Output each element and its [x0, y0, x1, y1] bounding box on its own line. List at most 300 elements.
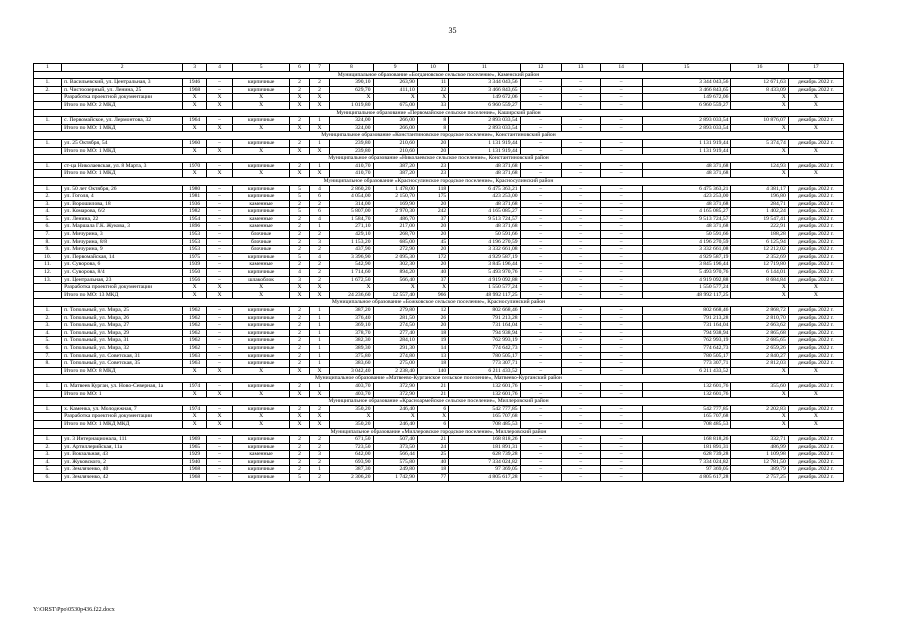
table-cell	[34, 147, 62, 155]
table-cell: –	[600, 344, 642, 352]
table-cell: декабрь 2022 г.	[788, 276, 843, 284]
table-cell: X	[207, 94, 233, 102]
table-cell: –	[600, 101, 642, 109]
table-cell: –	[520, 208, 561, 216]
table-cell: 77	[417, 474, 448, 482]
table-cell: –	[520, 436, 561, 444]
table-cell: 2	[309, 200, 330, 208]
table-cell: X	[373, 284, 417, 292]
column-number: 14	[600, 64, 642, 72]
table-cell: –	[520, 420, 561, 428]
table-cell: декабрь 2022 г.	[788, 231, 843, 239]
table-cell: 6 211 433,52	[449, 367, 520, 375]
table-cell: 387,20	[373, 162, 417, 170]
table-cell: –	[600, 390, 642, 398]
table-cell: 1 109,98	[731, 451, 788, 459]
table-cell: 4 054,00	[330, 193, 373, 201]
table-cell: –	[600, 162, 642, 170]
table-cell: 48 371,68	[642, 170, 731, 178]
table-cell: 279,80	[373, 307, 417, 315]
table-cell: 175	[417, 193, 448, 201]
table-cell: каменные	[232, 215, 289, 223]
table-row	[34, 329, 844, 337]
table-cell: 1	[309, 360, 330, 368]
table-cell: 324,00	[330, 124, 373, 132]
table-cell: 387,20	[330, 307, 373, 315]
table-cell: 2	[309, 474, 330, 482]
table-cell: 1.	[34, 162, 62, 170]
table-cell: 1	[309, 352, 330, 360]
table-cell: –	[520, 382, 561, 390]
table-cell: Итого по МО: 2 МКД	[62, 101, 183, 109]
table-cell	[34, 170, 62, 178]
table-cell: 4 805 617,28	[642, 474, 731, 482]
table-cell: 575,80	[373, 458, 417, 466]
table-cell: 2	[290, 360, 309, 368]
table-cell: 566,40	[373, 276, 417, 284]
table-cell: 2 893 033,54	[449, 117, 520, 125]
section-title-row	[34, 132, 844, 140]
table-cell: X	[183, 101, 207, 109]
table-cell: –	[561, 276, 600, 284]
table-cell: X	[183, 420, 207, 428]
table-cell: X	[232, 147, 289, 155]
table-cell: 48 371,68	[449, 162, 520, 170]
table-cell: п. Матвеев Курган, ул. Ново-Северная, 1а	[62, 382, 183, 390]
table-cell: Итого по МО: 13 МКД	[62, 291, 183, 299]
table-cell: 2.	[34, 86, 62, 94]
table-cell: X	[731, 413, 788, 421]
table-cell	[34, 390, 62, 398]
table-cell: 6 144,01	[731, 269, 788, 277]
table-cell: –	[520, 291, 561, 299]
table-cell: 1954	[183, 215, 207, 223]
table-cell: 2	[290, 238, 309, 246]
table-cell: п. Топольный, ул. Мира, 31	[62, 337, 183, 345]
table-cell: 20	[417, 200, 448, 208]
table-row	[34, 261, 844, 269]
table-cell: –	[561, 344, 600, 352]
table-cell: 542,90	[330, 261, 373, 269]
table-cell: –	[207, 276, 233, 284]
table-cell: кирпичные	[232, 139, 289, 147]
table-cell: кирпичные	[232, 360, 289, 368]
table-cell: –	[520, 329, 561, 337]
table-cell: X	[232, 390, 289, 398]
table-cell: X	[330, 413, 373, 421]
table-cell: 26	[417, 314, 448, 322]
table-cell: 2	[290, 86, 309, 94]
table-cell: 239,80	[330, 139, 373, 147]
table-cell: 11	[417, 79, 448, 87]
table-cell: 708 485,53	[642, 420, 731, 428]
table-cell: X	[309, 147, 330, 155]
table-cell: Итого по МО: 8 МКД	[62, 367, 183, 375]
table-cell: декабрь 2022 г.	[788, 322, 843, 330]
table-cell: 2 893 033,54	[642, 117, 731, 125]
table-row	[34, 405, 844, 413]
table-cell: 762 993,19	[642, 337, 731, 345]
table-cell: 132 601,76	[642, 382, 731, 390]
table-cell: кирпичные	[232, 193, 289, 201]
table-cell: –	[600, 185, 642, 193]
table-cell: декабрь 2022 г.	[788, 246, 843, 254]
table-cell: X	[183, 124, 207, 132]
table-cell: –	[561, 436, 600, 444]
table-cell: 372,90	[373, 382, 417, 390]
table-cell: –	[207, 200, 233, 208]
table-cell: 1	[309, 307, 330, 315]
table-cell: 8.	[34, 238, 62, 246]
table-cell: ул. Мичурина, 9	[62, 246, 183, 254]
table-cell: X	[309, 390, 330, 398]
table-cell: 628 739,28	[642, 451, 731, 459]
table-cell: 222,91	[731, 223, 788, 231]
table-cell: –	[207, 231, 233, 239]
table-cell: 507,40	[373, 436, 417, 444]
table-cell: Разработка проектной документации	[62, 413, 183, 421]
table-cell: 369,10	[330, 322, 373, 330]
table-cell: 1	[309, 117, 330, 125]
table-cell: 8 684,84	[731, 276, 788, 284]
table-cell: 2	[290, 451, 309, 459]
table-cell: –	[520, 117, 561, 125]
table-row	[34, 474, 844, 482]
table-cell: 4 919 092,88	[642, 276, 731, 284]
section-title-row	[34, 155, 844, 163]
table-cell: X	[731, 284, 788, 292]
table-cell: 1 714,60	[330, 269, 373, 277]
table-cell: 708 485,53	[449, 420, 520, 428]
table-cell: –	[207, 246, 233, 254]
table-cell: X	[207, 284, 233, 292]
table-cell: 118	[417, 185, 448, 193]
table-cell: –	[600, 200, 642, 208]
section-title: Муниципальное образование «Миллеровское городское поселение», Миллеровский район	[34, 428, 844, 436]
table-cell: –	[520, 147, 561, 155]
table-cell: 894,20	[373, 269, 417, 277]
table-row	[34, 276, 844, 284]
table-cell: 1.	[34, 79, 62, 87]
table-cell: –	[207, 307, 233, 315]
table-row	[34, 322, 844, 330]
table-cell: декабрь 2022 г.	[788, 352, 843, 360]
table-cell: –	[207, 352, 233, 360]
table-cell: Итого по МО: 1 МКД МКД	[62, 420, 183, 428]
table-cell: 1	[309, 314, 330, 322]
table-cell: –	[520, 193, 561, 201]
table-cell: 7.	[34, 231, 62, 239]
table-cell: –	[207, 253, 233, 261]
table-cell: –	[561, 360, 600, 368]
table-cell: х. Каменка, ул. Молодежная, 7	[62, 405, 183, 413]
table-cell: X	[290, 284, 309, 292]
table-cell: X	[232, 413, 289, 421]
table-cell: декабрь 2022 г.	[788, 139, 843, 147]
table-cell: –	[561, 420, 600, 428]
table-cell: 1974	[183, 382, 207, 390]
table-cell: X	[788, 284, 843, 292]
table-cell: –	[207, 329, 233, 337]
table-cell: X	[207, 170, 233, 178]
table-cell: –	[207, 382, 233, 390]
table-cell: –	[561, 329, 600, 337]
table-cell: 1929	[183, 451, 207, 459]
table-cell: –	[207, 162, 233, 170]
table-cell: 2.	[34, 314, 62, 322]
table-cell: 1 131 919,44	[642, 147, 731, 155]
table-cell: –	[600, 193, 642, 201]
table-cell: кирпичные	[232, 314, 289, 322]
column-number: 7	[309, 64, 330, 72]
table-cell: 23	[417, 162, 448, 170]
column-number: 6	[290, 64, 309, 72]
table-cell: X	[731, 291, 788, 299]
table-cell: 794 938,94	[642, 329, 731, 337]
table-cell: 1982	[183, 208, 207, 216]
table-cell: 10 876,07	[731, 117, 788, 125]
table-cell: –	[600, 139, 642, 147]
table-cell: ул. 25 Октября, 54	[62, 139, 183, 147]
table-cell: X	[183, 170, 207, 178]
table-cell: –	[600, 261, 642, 269]
table-cell: кирпичные	[232, 382, 289, 390]
table-cell: 486,99	[731, 443, 788, 451]
table-cell: декабрь 2022 г.	[788, 208, 843, 216]
table-cell: X	[232, 101, 289, 109]
table-cell: –	[520, 124, 561, 132]
table-cell	[34, 101, 62, 109]
table-cell: 2	[290, 436, 309, 444]
table-cell: 324,00	[330, 117, 373, 125]
table-cell: 6.	[34, 474, 62, 482]
table-cell: X	[788, 124, 843, 132]
table-cell: декабрь 2022 г.	[788, 329, 843, 337]
table-cell: 274,80	[373, 352, 417, 360]
table-cell: декабрь 2022 г.	[788, 261, 843, 269]
table-cell: 246,40	[373, 405, 417, 413]
table-cell: 284,10	[373, 337, 417, 345]
table-cell: –	[600, 231, 642, 239]
table-cell: 4 196 270,59	[449, 238, 520, 246]
table-cell: кирпичные	[232, 117, 289, 125]
table-cell: 275,00	[373, 360, 417, 368]
table-cell: 2	[290, 215, 309, 223]
table-cell: –	[520, 185, 561, 193]
table-cell: 2	[290, 337, 309, 345]
table-cell: 4 196 270,59	[642, 238, 731, 246]
table-cell: 629,70	[330, 86, 373, 94]
table-cell: 21	[417, 390, 448, 398]
table-cell: 4 165 085,27	[449, 208, 520, 216]
table-cell: декабрь 2022 г.	[788, 215, 843, 223]
table-cell: 429,10	[330, 231, 373, 239]
table-cell: п. Топольный, ул. Мира, 27	[62, 322, 183, 330]
table-cell: 3 396,90	[330, 253, 373, 261]
section-title-row	[34, 428, 844, 436]
table-cell: декабрь 2022 г.	[788, 443, 843, 451]
table-cell: 48 992 117,25	[449, 291, 520, 299]
table-cell: 2	[290, 329, 309, 337]
table-cell: 1980	[183, 185, 207, 193]
table-row	[34, 101, 844, 109]
table-cell: –	[600, 443, 642, 451]
table-cell: каменные	[232, 451, 289, 459]
table-cell: –	[207, 337, 233, 345]
table-cell: 372,90	[373, 390, 417, 398]
table-cell: 12.	[34, 269, 62, 277]
table-cell: ул. 50 лет Октября, 26	[62, 185, 183, 193]
table-cell: 1.	[34, 139, 62, 147]
table-cell: блочные	[232, 231, 289, 239]
table-cell: 239,80	[330, 147, 373, 155]
table-row	[34, 79, 844, 87]
table-cell: –	[561, 253, 600, 261]
table-cell: 1 131 919,44	[449, 147, 520, 155]
table-cell: декабрь 2022 г.	[788, 458, 843, 466]
section-title: Муниципальное образование «Первомайское сельское поселение», Каширский район	[34, 109, 844, 117]
table-cell: –	[207, 269, 233, 277]
table-cell: X	[290, 94, 309, 102]
table-cell: 23	[417, 170, 448, 178]
table-cell: X	[207, 291, 233, 299]
table-cell: –	[561, 208, 600, 216]
table-cell: каменные	[232, 223, 289, 231]
table-cell: 5 493 970,76	[642, 269, 731, 277]
table-cell: 8	[417, 124, 448, 132]
column-number: 10	[417, 64, 448, 72]
table-cell: кирпичные	[232, 337, 289, 345]
table-cell: 774 642,73	[449, 344, 520, 352]
table-cell: X	[290, 420, 309, 428]
table-cell: 4	[309, 253, 330, 261]
table-cell: 1 402,24	[731, 208, 788, 216]
table-cell: ул. Жуковского, 2	[62, 458, 183, 466]
table-cell: 1963	[183, 360, 207, 368]
table-cell: кирпичные	[232, 443, 289, 451]
table-cell: 33	[417, 101, 448, 109]
table-cell: 8	[417, 117, 448, 125]
table-cell: 3	[309, 451, 330, 459]
table-cell: Итого по МО: 1	[62, 390, 183, 398]
table-cell: 291,30	[373, 344, 417, 352]
table-cell: 45	[417, 238, 448, 246]
table-row	[34, 231, 844, 239]
table-cell: 1	[309, 344, 330, 352]
table-cell: 2 306,20	[330, 474, 373, 482]
table-cell: декабрь 2022 г.	[788, 382, 843, 390]
table-cell: 48 992 117,25	[642, 291, 731, 299]
table-cell: –	[600, 405, 642, 413]
table-row	[34, 307, 844, 315]
table-row	[34, 238, 844, 246]
table-cell: 246,40	[373, 420, 417, 428]
table-cell: 1	[309, 337, 330, 345]
table-cell: декабрь 2022 г.	[788, 474, 843, 482]
table-cell: 132 601,76	[642, 390, 731, 398]
table-cell: Разработка проектной документации	[62, 94, 183, 102]
table-cell: ул. Центральная, 23	[62, 276, 183, 284]
table-row	[34, 124, 844, 132]
column-number: 11	[449, 64, 520, 72]
table-cell: 181 891,31	[642, 443, 731, 451]
table-cell: X	[373, 413, 417, 421]
table-cell: п. Топольный, ул. Мира, 25	[62, 307, 183, 315]
data-table	[33, 63, 844, 482]
table-cell: с. Первомайское, ул. Лермонтова, 32	[62, 117, 183, 125]
table-cell: 355,60	[731, 382, 788, 390]
section-title: Муниципальное образование «Николаевское сельское поселение», Константиновский район	[34, 155, 844, 163]
table-cell: 314,00	[330, 200, 373, 208]
table-cell: 2 812,03	[731, 360, 788, 368]
table-row	[34, 86, 844, 94]
table-cell: 1963	[183, 352, 207, 360]
table-cell: –	[561, 390, 600, 398]
table-cell: 277,40	[373, 329, 417, 337]
table-cell: 2 757,25	[731, 474, 788, 482]
table-cell: 1962	[183, 314, 207, 322]
section-title-row	[34, 375, 844, 383]
table-cell: –	[600, 124, 642, 132]
table-cell: 11.	[34, 261, 62, 269]
table-cell: кирпичные	[232, 185, 289, 193]
table-cell: 1 019,80	[330, 101, 373, 109]
table-cell: декабрь 2022 г.	[788, 344, 843, 352]
table-cell: –	[520, 314, 561, 322]
table-cell: декабрь 2022 г.	[788, 337, 843, 345]
table-cell: кирпичные	[232, 322, 289, 330]
table-cell: 4 919 092,88	[449, 276, 520, 284]
table-cell: –	[561, 238, 600, 246]
table-cell: X	[290, 291, 309, 299]
table-cell: кирпичные	[232, 352, 289, 360]
table-cell: 6 211 433,52	[642, 367, 731, 375]
table-cell: –	[520, 451, 561, 459]
table-cell: X	[183, 147, 207, 155]
table-cell: –	[561, 291, 600, 299]
table-cell: X	[207, 367, 233, 375]
table-cell: 9 513 724,57	[642, 215, 731, 223]
table-cell: 12 781,50	[731, 458, 788, 466]
table-cell: –	[207, 458, 233, 466]
table-cell: 5 493 970,76	[449, 269, 520, 277]
table-cell: 48 371,68	[642, 162, 731, 170]
table-row	[34, 147, 844, 155]
table-cell: –	[600, 337, 642, 345]
table-cell: 1962	[183, 344, 207, 352]
table-cell: 2 865,68	[731, 329, 788, 337]
table-cell: 2 840,27	[731, 352, 788, 360]
table-cell: –	[207, 117, 233, 125]
table-cell: –	[600, 117, 642, 125]
table-cell: 18	[417, 329, 448, 337]
table-cell: 210,60	[373, 147, 417, 155]
table-cell: 1 584,70	[330, 215, 373, 223]
table-cell: 3.	[34, 322, 62, 330]
table-cell: 780 505,17	[642, 352, 731, 360]
table-cell: –	[561, 307, 600, 315]
table-cell: 387,30	[330, 466, 373, 474]
table-cell: –	[520, 139, 561, 147]
table-cell: –	[520, 223, 561, 231]
table-cell: 3 344 043,56	[642, 79, 731, 87]
table-cell: X	[731, 367, 788, 375]
table-cell: 383,60	[330, 360, 373, 368]
table-row	[34, 94, 844, 102]
table-cell: п. Топольный, ул. Советская, 35	[62, 360, 183, 368]
table-cell: ул. Первомайская, 14	[62, 253, 183, 261]
table-cell: 5 807,00	[330, 208, 373, 216]
